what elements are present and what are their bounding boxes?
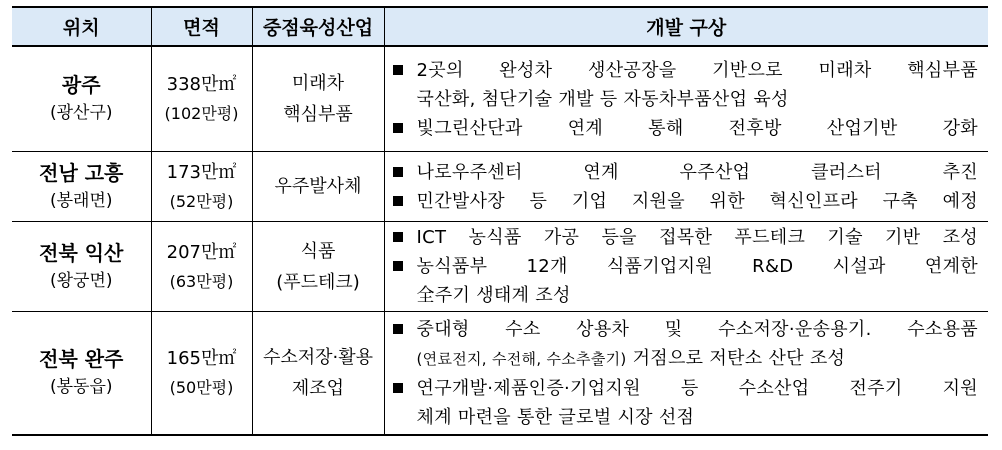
plan-line: 빛그린산단과 연계 통해 전후방 산업기반 강화 [416, 117, 978, 139]
plan-line: 2곳의 완성차 생산공장을 기반으로 미래차 핵심부품 [416, 59, 978, 81]
plan-bullet [393, 374, 979, 432]
plan-bullet [393, 315, 979, 374]
table-row [12, 46, 988, 152]
location-sub: (왕궁면) [49, 270, 113, 291]
area-m2: 173만㎡ [166, 161, 237, 183]
area-cell [151, 46, 252, 152]
location-name: 광주 [61, 73, 101, 97]
plan-line: 나로우주센터 연계 우주산업 클러스터 추진 [416, 161, 978, 183]
location-cell [12, 222, 151, 312]
plan-line: 全주기 생태계 조성 [416, 285, 571, 306]
square-bullet-icon [393, 383, 407, 393]
industry-cell [252, 46, 384, 152]
plan-bullet [393, 114, 979, 143]
area-cell [151, 312, 252, 436]
industry-line: (푸드테크) [276, 271, 360, 293]
square-bullet-icon [393, 65, 407, 75]
square-bullet-icon [393, 167, 407, 177]
header-row [12, 7, 988, 46]
area-m2: 207만㎡ [166, 241, 237, 263]
table-row [12, 312, 988, 436]
header-industry: 중점육성산업 [252, 7, 384, 46]
plan-cell [384, 152, 988, 222]
plan-line: 국산화, 첨단기술 개발 등 자동차부품산업 육성 [416, 88, 789, 110]
plan-line: 연구개발·제품인증·기업지원 등 수소산업 전주기 지원 [416, 377, 978, 399]
plan-cell [384, 312, 988, 436]
plan-bullet [393, 223, 979, 252]
location-sub: (광산구) [49, 103, 113, 123]
industry-cell [252, 152, 384, 222]
industry-line: 수소저장·활용 [262, 347, 374, 368]
square-bullet-icon [393, 261, 407, 271]
square-bullet-icon [393, 324, 407, 334]
plan-line: 체계 마련을 통한 글로벌 시장 선점 [416, 406, 695, 428]
header-plan: 개발 구상 [384, 7, 988, 46]
industry-line: 핵심부품 [283, 104, 353, 125]
location-name: 전남 고흥 [39, 160, 124, 185]
plan-cell [384, 46, 988, 152]
industry-line: 우주발사체 [274, 176, 362, 197]
plan-bullet [393, 56, 979, 114]
industry-line: 제조업 [291, 378, 345, 399]
plan-line: 민간발사장 등 기업 지원을 위한 혁신인프라 구축 예정 [416, 190, 978, 212]
area-pyeong: (50만평) [169, 378, 234, 397]
plan-bullet [393, 252, 979, 310]
plan-line-rest: 거점으로 저탄소 산단 조성 [626, 347, 846, 369]
area-m2: 165만㎡ [166, 348, 237, 369]
area-pyeong: (63만평) [169, 271, 234, 291]
area-pyeong: (52만평) [169, 191, 234, 211]
industry-line: 식품 [300, 240, 336, 262]
location-name: 전북 완주 [39, 347, 124, 371]
square-bullet-icon [393, 196, 407, 206]
square-bullet-icon [393, 232, 407, 242]
area-m2: 338만㎡ [166, 74, 237, 95]
plan-line: 중대형 수소 상용차 및 수소저장·운송용기. 수소용품 [416, 318, 978, 340]
plan-line: ICT 농식품 가공 등을 접목한 푸드테크 기술 기반 조성 [416, 227, 978, 248]
location-sub: (봉래면) [49, 190, 113, 211]
header-area: 면적 [151, 7, 252, 46]
area-cell [151, 222, 252, 312]
industry-line: 미래차 [291, 73, 345, 94]
location-cell [12, 152, 151, 222]
plan-line-mixed [417, 344, 979, 374]
plan-bullet [393, 158, 979, 187]
square-bullet-icon [393, 123, 407, 133]
table-row [12, 222, 988, 312]
location-name: 전북 익산 [39, 240, 124, 265]
plan-line: 농식품부 12개 식품기업지원 R&D 시설과 연계한 [416, 256, 978, 277]
industry-cell [252, 222, 384, 312]
table-row [12, 152, 988, 222]
plan-line-small: (연료전지, 수전해, 수소추출기) [416, 349, 627, 368]
area-pyeong: (102만평) [164, 104, 239, 123]
plan-bullet [393, 187, 979, 216]
industrial-complex-table [12, 6, 988, 436]
area-cell [151, 152, 252, 222]
industry-cell [252, 312, 384, 436]
plan-cell [384, 222, 988, 312]
location-cell [12, 312, 151, 436]
location-sub: (봉동읍) [49, 377, 113, 397]
location-cell [12, 46, 151, 152]
header-location: 위치 [12, 7, 151, 46]
